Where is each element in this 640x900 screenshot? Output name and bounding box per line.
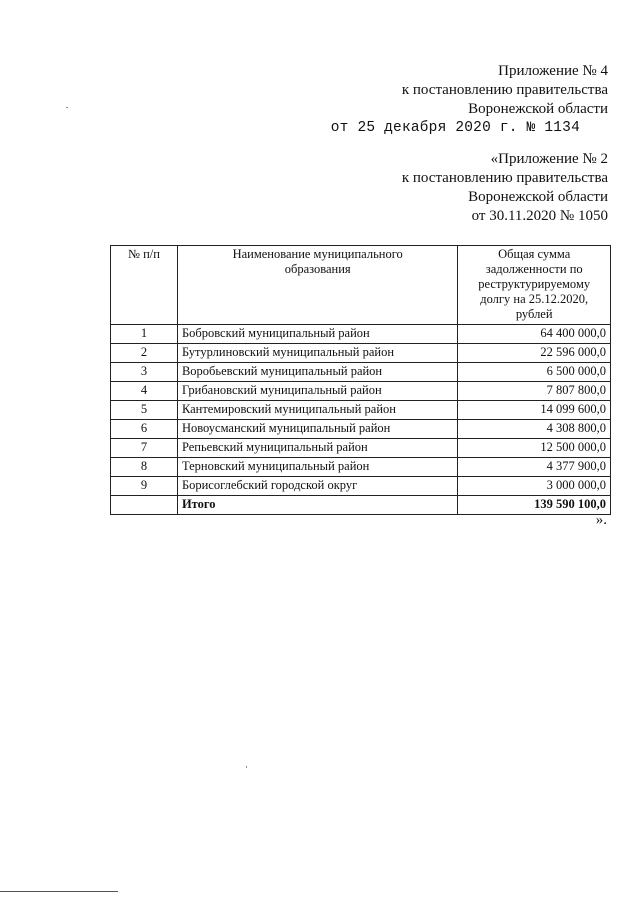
header-sum-line4: долгу на 25.12.2020, [480, 292, 589, 306]
appendix-2-line3: Воронежской области [468, 189, 608, 205]
row-number: 4 [111, 382, 178, 401]
header-municipality-line2: образования [284, 262, 351, 276]
appendix-4-date-line: от 25 декабря 2020 г. № 1134 [330, 120, 580, 136]
table-row [111, 382, 611, 401]
row-municipality: Кантемировский муниципальный район [177, 401, 457, 420]
row-municipality: Репьевский муниципальный район [177, 439, 457, 458]
row-sum: 4 308 800,0 [458, 420, 611, 439]
row-sum: 6 500 000,0 [458, 363, 611, 382]
row-sum: 12 500 000,0 [458, 439, 611, 458]
total-sum: 139 590 100,0 [458, 496, 611, 515]
table-row [111, 325, 611, 344]
scan-speck [246, 766, 247, 768]
row-municipality: Терновский муниципальный район [177, 458, 457, 477]
row-sum: 7 807 800,0 [458, 382, 611, 401]
table-row [111, 477, 611, 496]
row-municipality: Новоусманский муниципальный район [177, 420, 457, 439]
appendix-4-title: Приложение № 4 [498, 63, 608, 79]
row-sum: 4 377 900,0 [458, 458, 611, 477]
total-label: Итого [177, 496, 457, 515]
appendix-2-line4: от 30.11.2020 № 1050 [471, 208, 608, 224]
debt-table [110, 245, 611, 515]
header-debt-sum [458, 246, 611, 325]
table-header [111, 246, 611, 325]
row-sum: 64 400 000,0 [458, 325, 611, 344]
row-number: 6 [111, 420, 178, 439]
footer-rule [0, 891, 118, 892]
table-row [111, 420, 611, 439]
header-municipality [177, 246, 457, 325]
total-number-cell [111, 496, 178, 515]
row-municipality: Бобровский муниципальный район [177, 325, 457, 344]
header-sum-line2: задолженности по [485, 262, 583, 276]
header-sum-line1: Общая сумма [498, 247, 571, 261]
header-sum-line3: реструктурируемому [478, 277, 591, 291]
row-sum: 14 099 600,0 [458, 401, 611, 420]
table-total-row [111, 496, 611, 515]
row-number: 8 [111, 458, 178, 477]
table-row [111, 363, 611, 382]
closing-quote-mark: ». [595, 512, 607, 528]
header-sum-line5: рублей [515, 307, 553, 321]
row-number: 5 [111, 401, 178, 420]
appendix-4-header [331, 62, 608, 138]
table-header-row [111, 246, 611, 325]
table-body [111, 325, 611, 515]
row-number: 1 [111, 325, 178, 344]
row-number: 7 [111, 439, 178, 458]
row-number: 9 [111, 477, 178, 496]
row-number: 2 [111, 344, 178, 363]
appendix-2-header [402, 150, 608, 226]
appendix-2-line2: к постановлению правительства [401, 170, 608, 186]
table-row [111, 458, 611, 477]
appendix-2-title: «Приложение № 2 [490, 151, 608, 167]
row-municipality: Борисоглебский городской округ [177, 477, 457, 496]
row-municipality: Бутурлиновский муниципальный район [177, 344, 457, 363]
table-row [111, 439, 611, 458]
row-municipality: Грибановский муниципальный район [177, 382, 457, 401]
table-row [111, 401, 611, 420]
row-number: 3 [111, 363, 178, 382]
appendix-4-line3: Воронежской области [468, 101, 608, 117]
header-number: № п/п [111, 246, 178, 325]
header-municipality-line1: Наименование муниципального [232, 247, 403, 261]
table-row [111, 344, 611, 363]
scan-speck [66, 107, 68, 108]
row-municipality: Воробьевский муниципальный район [177, 363, 457, 382]
row-sum: 3 000 000,0 [458, 477, 611, 496]
appendix-4-line2: к постановлению правительства [401, 82, 608, 98]
row-sum: 22 596 000,0 [458, 344, 611, 363]
